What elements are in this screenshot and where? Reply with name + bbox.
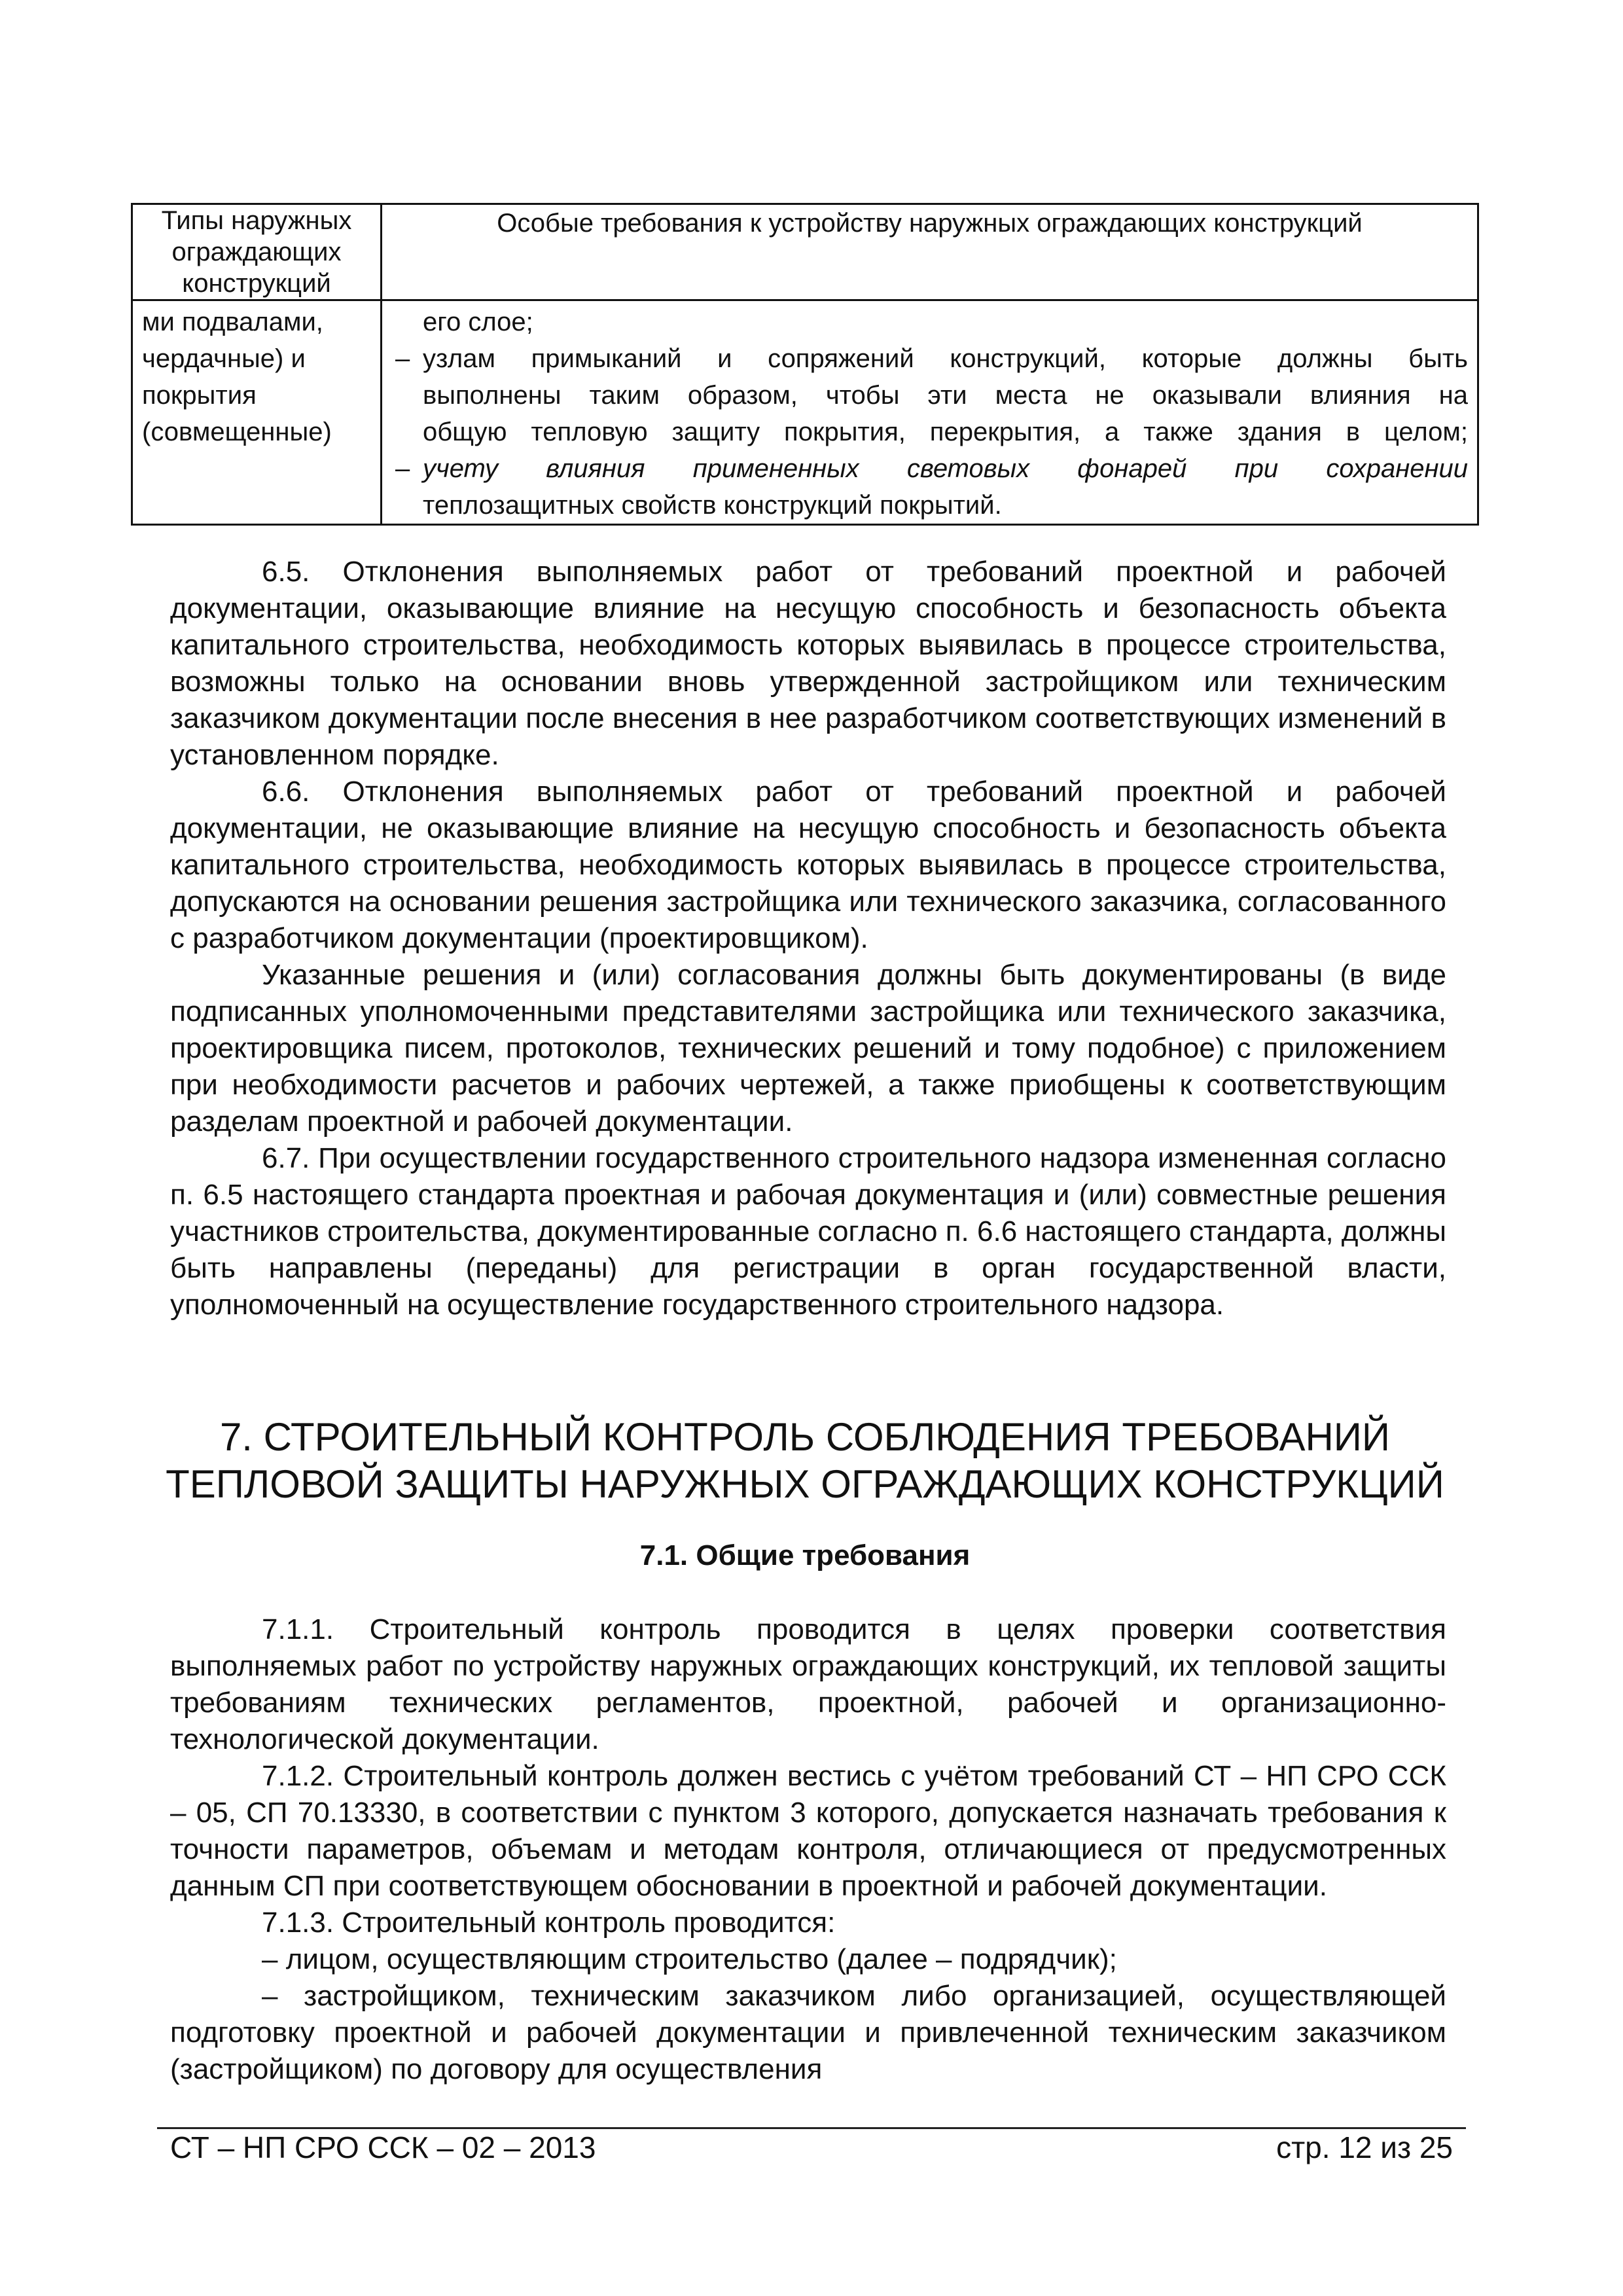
paragraph-6-7: 6.7. При осуществлении государственного строительного надзора измененная согласно п. 6.5 настоящего стандарта проектная и рабочая документация и (или) совместные решения участников строительства, документированные согласно п. 6.6 настоящего стандарта, должны быть направлены (переданы) для регистрации в орган государственной власти, уполномоченный на осуществление государственного строительного надзора. [170, 1142, 1446, 1321]
list-item-text: узлам примыканий и сопряжений конструкций, которые должны быть [423, 344, 1468, 373]
cell-line: (совмещенные) [142, 418, 332, 446]
requirements-table [131, 203, 1479, 526]
dash-marker: – [395, 454, 410, 483]
table-cell-type [132, 300, 382, 525]
cell-line: общую тепловую защиту покрытия, перекрытия, а также здания в целом; [423, 418, 1468, 446]
list-item-text: учету влияния примененных световых фонарей при сохранении [423, 454, 1468, 483]
paragraph-7-1-1: 7.1.1. Строительный контроль проводится в целях проверки соответствия выполняемых работ по устройству наружных ограждающих конструкций, их тепловой защиты требованиям технических регламентов, проектной, рабочей и организационно-технологической документации. [170, 1613, 1446, 1755]
cell-line: выполнены таким образом, чтобы эти места не оказывали влияния на [423, 381, 1468, 410]
header-line: ограждающих [171, 238, 342, 266]
paragraph-7-1-3: 7.1.3. Строительный контроль проводится: [262, 1907, 836, 1939]
table-header-types [132, 204, 382, 300]
cell-line: чердачные) и [142, 344, 306, 373]
table-header-requirements: Особые требования к устройству наружных ограждающих конструкций [382, 204, 1478, 300]
footer-doc-code: СТ – НП СРО ССК – 02 – 2013 [170, 2130, 596, 2164]
cell-line: покрытия [142, 381, 257, 410]
section-7-title [131, 1414, 1479, 1508]
table-header-row [132, 204, 1478, 300]
cell-line: ми подвалами, [142, 308, 323, 336]
cell-line: теплозащитных свойств конструкций покрытий. [423, 491, 1002, 520]
paragraph-6-6-note: Указанные решения и (или) согласования должны быть документированы (в виде подписанных уполномоченными представителями застройщика или технического заказчика, проектировщика писем, протоколов, технических решений и тому подобное) с приложением при необходимости расчетов и рабочих чертежей, а также приобщены к соответствующим разделам проектной и рабочей документации. [170, 959, 1446, 1138]
header-line: Типы наружных [161, 206, 352, 235]
section-title-line: ТЕПЛОВОЙ ЗАЩИТЫ НАРУЖНЫХ ОГРАЖДАЮЩИХ КОНСТРУКЦИЙ [166, 1462, 1444, 1506]
list-item [395, 450, 1468, 487]
paragraph-6-6: 6.6. Отклонения выполняемых работ от требований проектной и рабочей документации, не оказывающие влияние на несущую способность и безопасность объекта капитального строительства, необходимость которых выявилась в процессе строительства, допускаются на основании решения застройщика или технического заказчика, согласованного с разработчиком документации (проектировщиком). [170, 776, 1446, 954]
subsection-7-1-title: 7.1. Общие требования [639, 1539, 971, 1571]
list-item [395, 340, 1468, 377]
footer-divider [157, 2127, 1466, 2129]
table-cell-requirements [382, 300, 1478, 525]
list-item-contractor: – лицом, осуществляющим строительство (далее – подрядчик); [262, 1943, 1117, 1975]
section-title-line: 7. СТРОИТЕЛЬНЫЙ КОНТРОЛЬ СОБЛЮДЕНИЯ ТРЕБОВАНИЙ [219, 1415, 1391, 1459]
body-text-block-7 [170, 1611, 1446, 2088]
body-text-block-6 [170, 554, 1446, 1323]
dash-marker: – [395, 344, 410, 373]
footer-page-number: стр. 12 из 25 [1276, 2130, 1453, 2164]
paragraph-6-5: 6.5. Отклонения выполняемых работ от требований проектной и рабочей документации, оказывающие влияние на несущую способность и безопасность объекта капитального строительства, необходимость которых выявилась в процессе строительства, возможны только на основании вновь утвержденной застройщиком или техническим заказчиком документации после внесения в нее разработчиком соответствующих изменений в установленном порядке. [170, 556, 1446, 771]
table-row [132, 300, 1478, 525]
paragraph-7-1-2: 7.1.2. Строительный контроль должен вестись с учётом требований СТ – НП СРО ССК – 05, СП 70.13330, в соответствии с пунктом 3 которого, допускается назначать требования к точности параметров, объемам и методам контроля, отличающиеся от предусмотренных данным СП при соответствующем обосновании в проектной и рабочей документации. [170, 1760, 1446, 1902]
cell-line: его слое; [423, 308, 533, 336]
list-item-customer: – застройщиком, техническим заказчиком либо организацией, осуществляющей подготовку проектной и рабочей документации и привлеченной техническим заказчиком (застройщиком) по договору для осуществления [170, 1980, 1446, 2085]
header-line: конструкций [182, 269, 331, 298]
